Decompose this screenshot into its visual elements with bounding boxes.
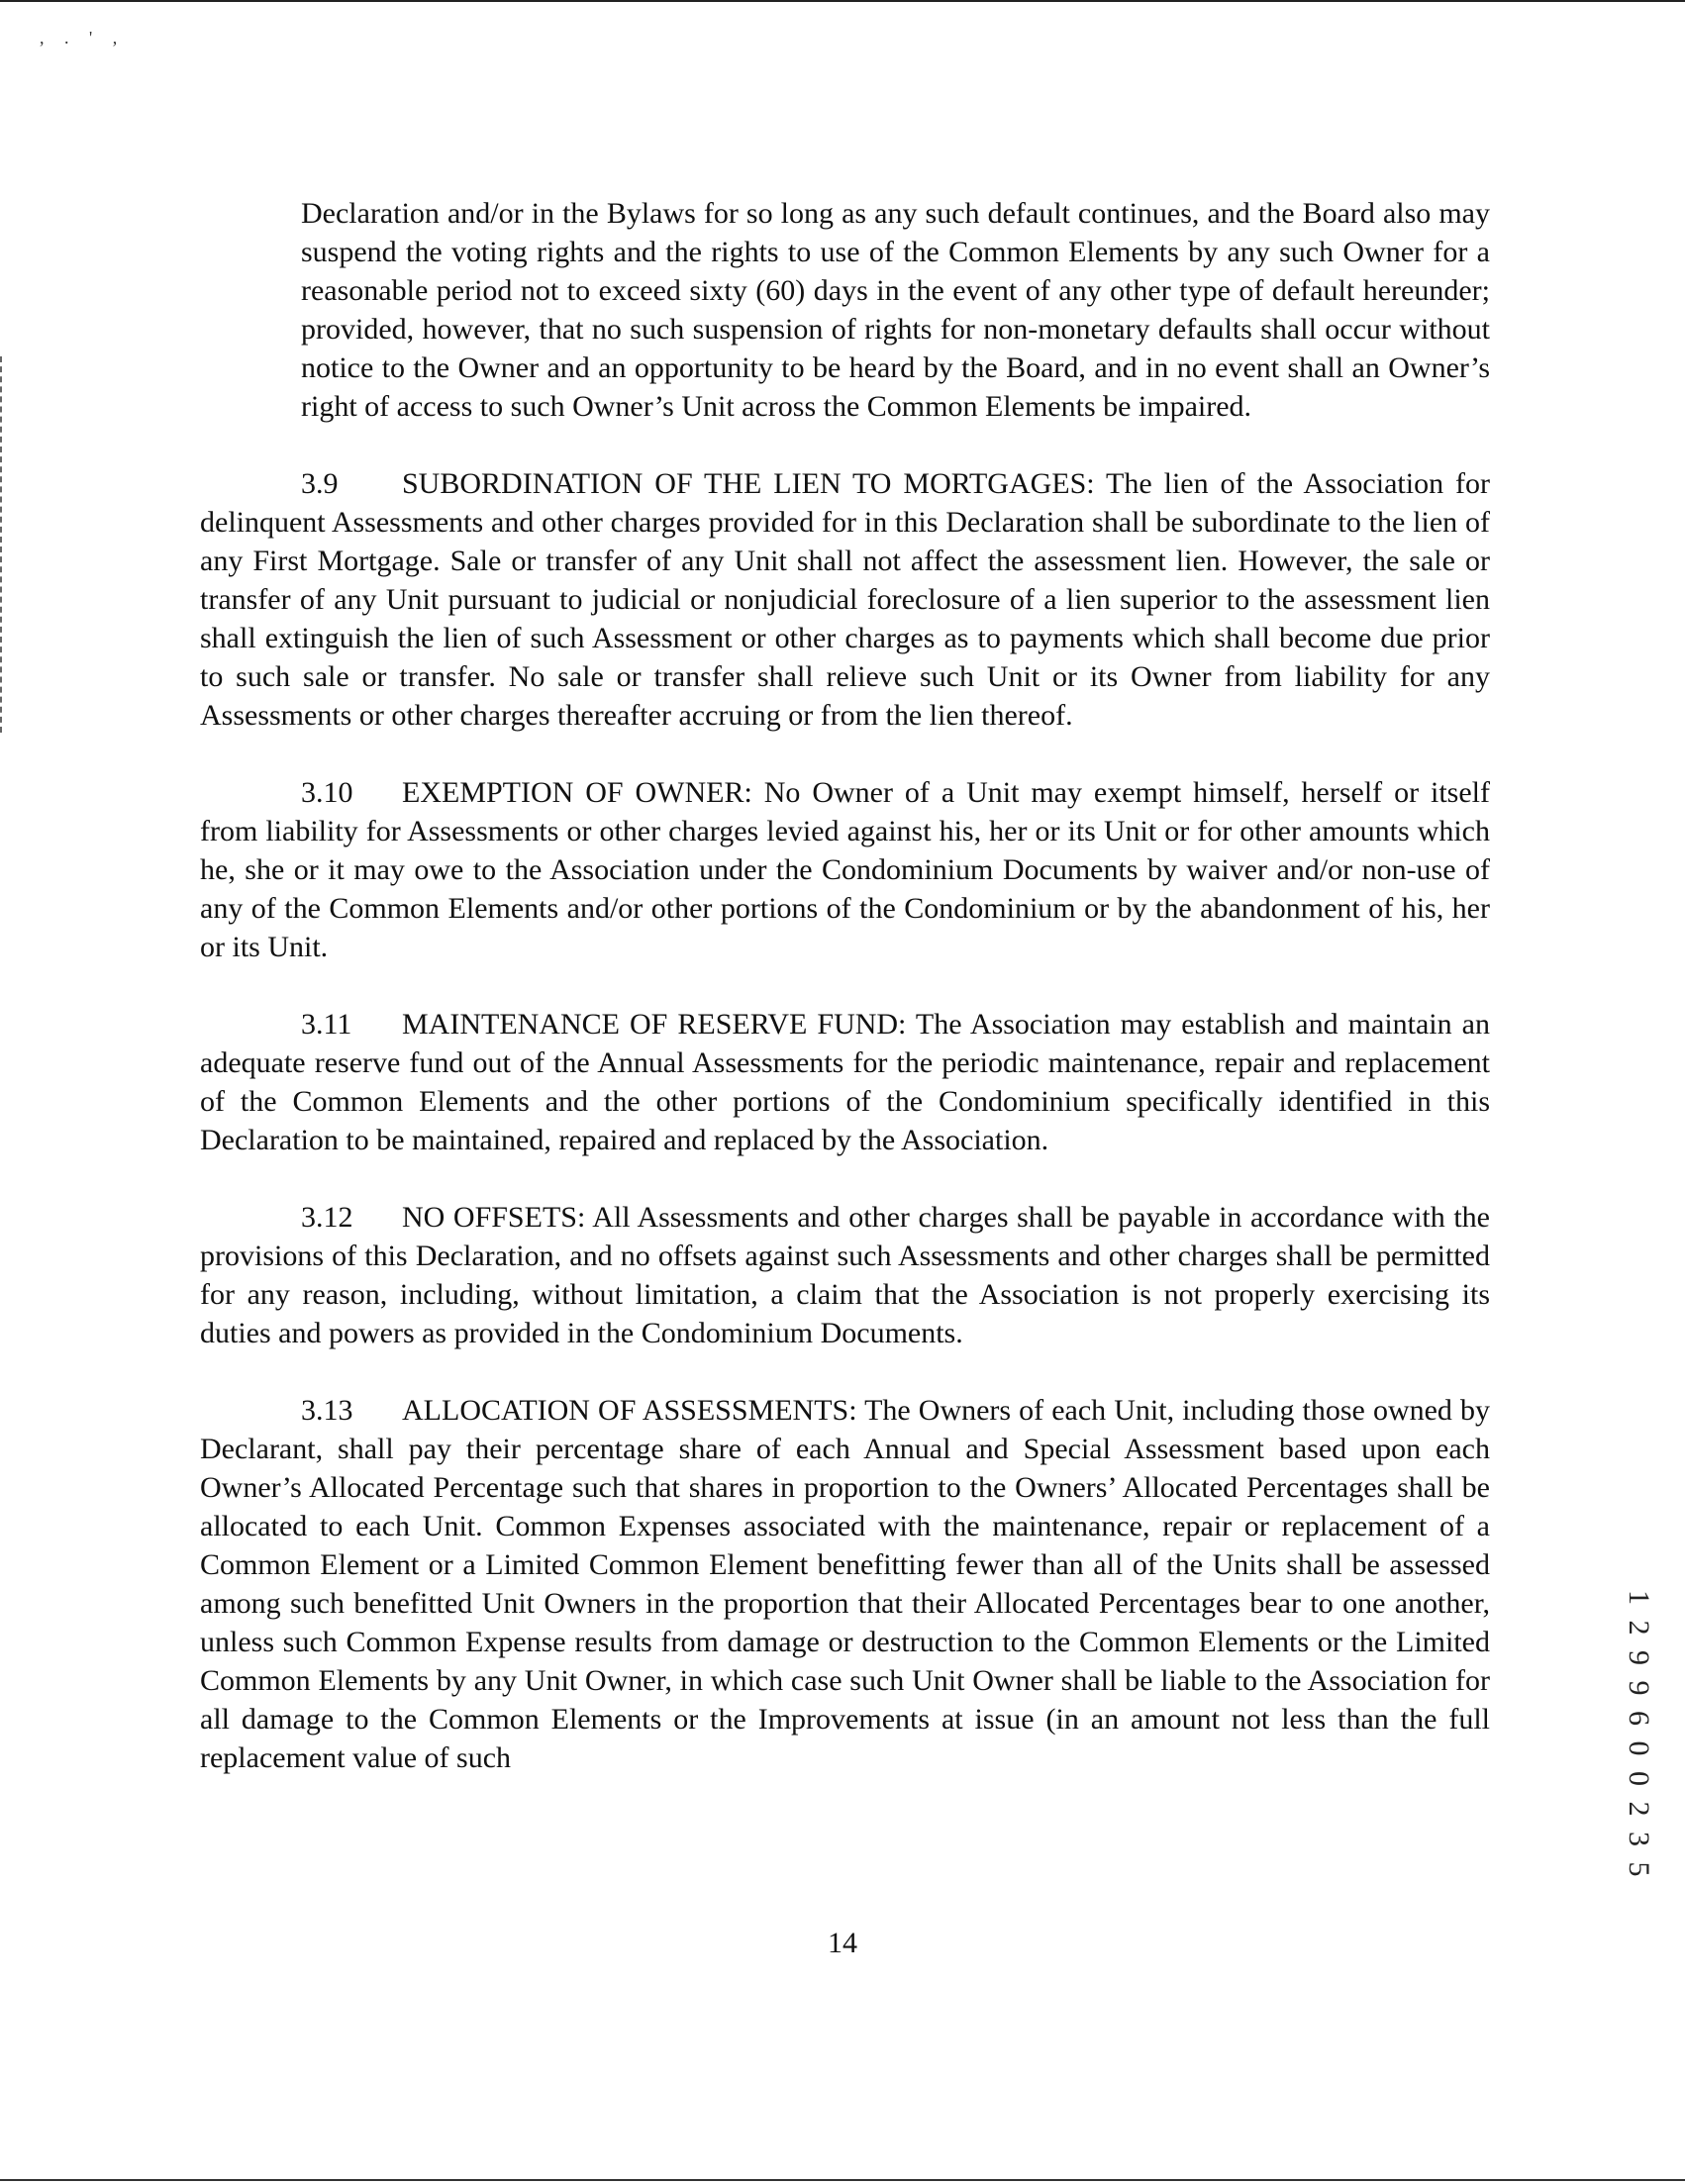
section-number: 3.9	[301, 467, 339, 500]
section-3-12	[200, 1198, 1490, 1352]
section-text: ALLOCATION OF ASSESSMENTS: The Owners of each Unit, including those owned by Declarant, shall pay their percentage share of each Annual and Special Assessment based upon each Owner’s Allocated Percentage such that shares in proportion to the Owners’ Allocated Percentages shall be allocated to each Unit. Common Expenses associated with the maintenance, repair or replacement of a Common Element or a Limited Common Element benefitting fewer than all of the Units shall be assessed among such benefitted Unit Owners in the proportion that their Allocated Percentages bear to one another, unless such Common Expense results from damage or destruction to the Common Elements or the Limited Common Elements by any Unit Owner, in which case such Unit Owner shall be liable to the Association for all damage to the Common Elements or the Improvements at issue (in an amount not less than the full replacement value of such	[200, 1394, 1490, 1774]
scan-top-rule	[0, 0, 1685, 2]
section-number: 3.11	[301, 1008, 352, 1041]
section-text: EXEMPTION OF OWNER: No Owner of a Unit may exempt himself, herself or itself from liability for Assessments or other charges levied against his, her or its Unit or for other amounts which he, she or it may owe to the Association under the Condominium Documents by waiver and/or non-use of any of the Common Elements and/or other portions of the Condominium or by the abandonment of his, her or its Unit.	[200, 776, 1490, 963]
section-text: NO OFFSETS: All Assessments and other charges shall be payable in accordance with the provisions of this Declaration, and no offsets against such Assessments and other charges shall be permitted for any reason, including, without limitation, a claim that the Association is not properly exercising its duties and powers as provided in the Condominium Documents.	[200, 1201, 1490, 1349]
scan-left-edge	[0, 356, 4, 733]
section-number: 3.12	[301, 1201, 353, 1234]
section-3-11	[200, 1005, 1490, 1159]
page-number: 14	[828, 1927, 857, 1959]
section-number: 3.10	[301, 776, 353, 809]
section-3-9	[200, 464, 1490, 735]
section-number: 3.13	[301, 1394, 353, 1427]
corner-scan-marks: , . ' ,	[40, 28, 126, 48]
section-text: SUBORDINATION OF THE LIEN TO MORTGAGES: The lien of the Association for delinquent Assessments and other charges provided for in this Declaration shall be subordinate to the lien of any First Mortgage. Sale or transfer of any Unit shall not affect the assessment lien. However, the sale or transfer of any Unit pursuant to judicial or nonjudicial foreclosure of a lien superior to the assessment lien shall extinguish the lien of such Assessment or other charges as to payments which shall become due prior to such sale or transfer. No sale or transfer shall relieve such Unit or its Owner from liability for any Assessments or other charges thereafter accruing or from the lien thereof.	[200, 467, 1490, 732]
scan-bottom-rule	[0, 2179, 1685, 2181]
section-3-10	[200, 773, 1490, 966]
side-reference-text: 1 2 9 9 6 0 0 2 3 5	[1623, 1590, 1655, 1881]
continuation-paragraph: Declaration and/or in the Bylaws for so long as any such default continues, and the Board also may suspend the voting rights and the rights to use of the Common Elements by any such Owner for a reasonable period not to exceed sixty (60) days in the event of any other type of default hereunder; provided, however, that no such suspension of rights for non-monetary defaults shall occur without notice to the Owner and an opportunity to be heard by the Board, and in no event shall an Owner’s right of access to such Owner’s Unit across the Common Elements be impaired.	[301, 197, 1490, 423]
section-text: MAINTENANCE OF RESERVE FUND: The Association may establish and maintain an adequate reserve fund out of the Annual Assessments for the periodic maintenance, repair and replacement of the Common Elements and the other portions of the Condominium specifically identified in this Declaration to be maintained, repaired and replaced by the Association.	[200, 1008, 1490, 1156]
section-3-13	[200, 1391, 1490, 1777]
document-body	[200, 194, 1490, 1816]
side-reference-number	[1623, 1590, 1659, 1881]
